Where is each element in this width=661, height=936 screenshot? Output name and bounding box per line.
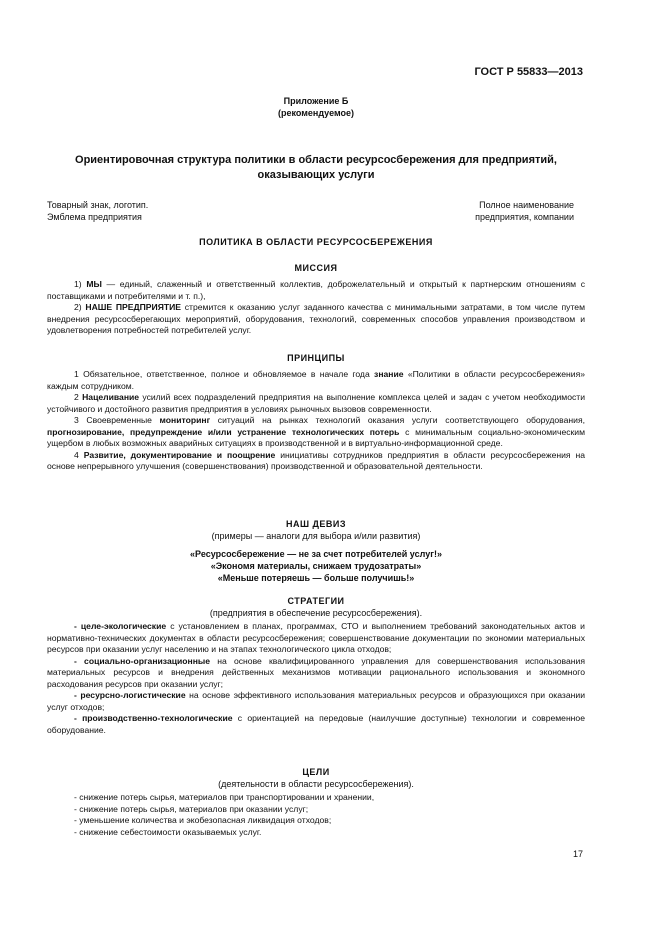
brand-right-block	[440, 199, 574, 223]
principle-4	[47, 450, 585, 473]
strategy-2-text: на основе квалифицированного управления для совершенствования использования материальных ресурсов и внедрения действенных механизмов мотивации рационального использования и экономного расходования ресурсов при оказании услуг;	[47, 655, 585, 689]
mission-item-2-text: стремится к оказанию услуг заданного качества с минимальными затратами, в том числе путем внедрения ресурсосберегающих мероприятий, оборудования, технологий, современных способов управления производством и удовлетворения потребностей потребителей услуг.	[47, 302, 585, 335]
strategies-subtitle: (предприятия в обеспечение ресурсосбережения).	[209, 608, 423, 618]
principle-3-bold-2: прогнозирование, предупреждение и/или устранение технологических потерь	[47, 426, 400, 437]
brand-right-line1: Полное наименование	[479, 200, 574, 210]
principle-4-text-b: инициативы сотрудников предприятия в области ресурсосбережения на основе непрерывного улучшения (совершенствования) производственной и образовательной деятельности.	[47, 449, 586, 471]
motto-lines	[47, 548, 585, 584]
principle-1-bold: знание	[374, 369, 404, 379]
mission-item-1	[47, 279, 585, 302]
goal-item: - снижение себестоимости оказываемых услуг.	[74, 826, 262, 837]
motto-heading: НАШ ДЕВИЗ	[285, 519, 347, 529]
document-title	[47, 153, 585, 183]
strategy-3-text: на основе эффективного использования материальных ресурсов и образующихся при оказании услуг отходов;	[47, 690, 586, 712]
appendix-note: (рекомендуемое)	[278, 108, 354, 118]
mission-item-1-prefix: 1)	[74, 279, 87, 289]
mission-item-2-prefix: 2)	[74, 302, 86, 312]
strategy-4-bold: - производственно-технологические	[74, 713, 233, 723]
document-title-line1: Ориентировочная структура политики в области ресурсосбережения для предприятий,	[75, 154, 557, 166]
principle-2	[47, 392, 585, 415]
goal-item: - уменьшение количества и экобезопасная ликвидация отходов;	[74, 815, 332, 825]
principle-2-bold: Нацеливание	[82, 392, 140, 402]
principle-1-text-b: «Политики в области ресурсосбережения» каждым сотрудником.	[47, 369, 586, 391]
goals-list	[74, 792, 585, 838]
principle-4-bold: Развитие, документирование и поощрение	[83, 449, 276, 460]
strategy-1-bold: - целе-экологические	[74, 621, 167, 631]
mission-item-2	[47, 302, 585, 337]
strategy-3	[47, 690, 585, 713]
goals-heading: ЦЕЛИ	[302, 767, 330, 777]
brand-right-line2: предприятия, компании	[475, 212, 574, 222]
principles-heading: ПРИНЦИПЫ	[287, 353, 345, 363]
appendix-title: Приложение Б	[283, 96, 349, 106]
goal-item: - снижение потерь сырья, материалов при транспортировании и хранении,	[74, 792, 375, 802]
principle-4-text-a: 4	[74, 449, 84, 460]
strategy-4	[47, 713, 585, 736]
principle-3-bold-1: мониторинг	[159, 415, 211, 425]
standard-header: ГОСТ Р 55833—2013	[474, 66, 583, 78]
strategy-2	[47, 656, 585, 691]
principles-section	[47, 369, 585, 473]
principle-3-text-a: 3 Своевременные	[74, 415, 160, 425]
strategy-1-text: с установлением в планах, программах, СТО и выполнением требований законодательных актов и нормативно-технических документах в области ресурсосбережения; совершенствование документации по экономии материальных ресурсов при оказании услуг населению и на этапах технологического цикла отходов;	[47, 621, 585, 654]
mission-heading: МИССИЯ	[294, 263, 338, 273]
policy-title: ПОЛИТИКА В ОБЛАСТИ РЕСУРСОСБЕРЕЖЕНИЯ	[199, 237, 433, 247]
brand-left-line2: Эмблема предприятия	[47, 212, 142, 222]
goals-subtitle: (деятельности в области ресурсосбережения).	[218, 779, 414, 789]
motto-line-2: «Экономя материалы, снижаем трудозатраты»	[210, 561, 422, 571]
motto-line-3: «Меньше потеряешь — больше получишь!»	[217, 573, 415, 583]
principle-2-text-a: 2	[74, 392, 83, 402]
motto-subtitle: (примеры — аналоги для выбора и/или развития)	[211, 531, 421, 541]
strategies-heading: СТРАТЕГИИ	[287, 596, 345, 606]
principle-1	[47, 369, 585, 392]
brand-left-block	[47, 199, 148, 223]
brand-left-line1: Товарный знак, логотип.	[47, 200, 149, 210]
mission-item-1-text: — единый, слаженный и ответственный коллектив, доброжелательный и открытый к партнерским отношениям с поставщиками и потребителями и т. п.),	[47, 279, 585, 301]
mission-item-1-bold: МЫ	[86, 279, 102, 289]
principle-3-text-c: с минимальным социально-экономическим ущербом в любых возможных аварийных ситуациях в производственной и в виртуально-информационной среде.	[47, 426, 585, 448]
principle-3	[47, 415, 585, 450]
document-title-line2: оказывающих услуги	[257, 169, 375, 181]
strategy-4-text: с ориентацией на передовые (наилучшие доступные) технологии и современное оборудование.	[47, 713, 585, 735]
mission-item-2-bold: НАШЕ ПРЕДПРИЯТИЕ	[85, 302, 182, 312]
principle-3-text-b: ситуаций на рынках технологий оказания услуги соответствующего оборудования,	[210, 415, 585, 425]
page-number: 17	[572, 849, 583, 859]
goal-item: - снижение потерь сырья, материалов при оказании услуг;	[74, 803, 309, 814]
strategy-2-bold: - социально-организационные	[74, 655, 211, 666]
strategy-3-bold: - ресурсно-логистические	[74, 690, 186, 700]
motto-line-1: «Ресурсосбережение — не за счет потребителей услуг!»	[190, 549, 442, 559]
principle-1-text-a: 1 Обязательное, ответственное, полное и обновляемое в начале года	[74, 369, 375, 379]
mission-section	[47, 279, 585, 337]
strategies-section	[47, 621, 585, 736]
strategy-1	[47, 621, 585, 656]
principle-2-text-b: усилий всех подразделений предприятия на выполнение комплекса целей и задач с учетом необходимости устойчивого и достойного развития предприятия в условиях рыночных вызовов современности.	[47, 392, 586, 414]
